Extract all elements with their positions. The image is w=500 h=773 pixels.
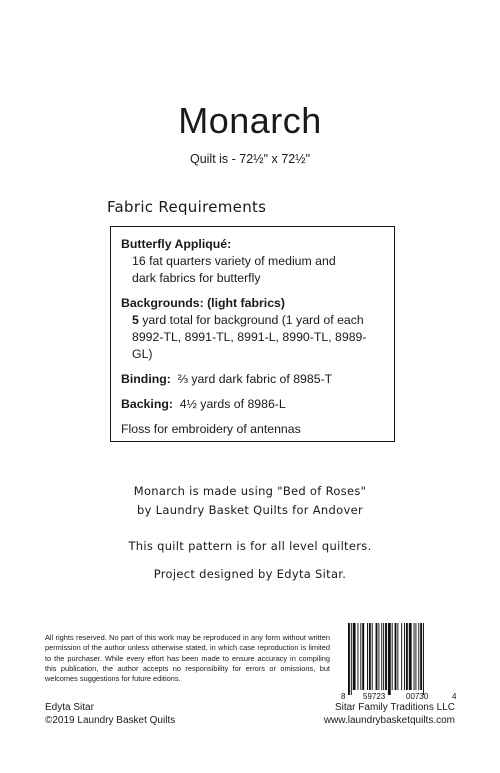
company-name: Sitar Family Traditions LLC (334, 702, 455, 713)
copyright-line: ©2019 Laundry Basket Quilts (45, 715, 176, 726)
author-name: Edyta Sitar (45, 702, 94, 713)
quilt-size: Quilt is - 72½" x 72½" (189, 152, 311, 166)
fabric-requirements-heading: Fabric Requirements (107, 198, 267, 216)
barcode-digit-last: 4 (452, 692, 457, 701)
backing-requirement (121, 396, 384, 413)
barcode-digit-first: 8 (341, 692, 346, 701)
butterfly-applique-requirement (121, 236, 384, 287)
website-url: www.laundrybasketquilts.com (323, 715, 455, 726)
binding-heading: Binding: (121, 372, 171, 386)
footer-company-block (324, 701, 455, 727)
upc-barcode (340, 623, 458, 701)
backgrounds-requirement (121, 295, 384, 363)
backgrounds-heading: Backgrounds: (light fabrics) (121, 296, 285, 310)
barcode-digits-left: 59723 (363, 692, 386, 701)
backgrounds-line-2: 8992-TL, 8991-TL, 8991-L, 8990-TL, 8989-GL) (132, 330, 367, 361)
butterfly-applique-heading: Butterfly Appliqué: (121, 237, 232, 251)
binding-text: ⅔ yard dark fabric of 8985-T (177, 372, 333, 386)
fabric-requirements-box (110, 226, 395, 442)
binding-requirement (121, 371, 384, 388)
designer-credit: Project designed by Edyta Sitar. (153, 567, 347, 581)
backgrounds-line-1 (121, 312, 384, 329)
floss-requirement: Floss for embroidery of antennas (121, 422, 301, 436)
backgrounds-line-1-text: yard total for background (1 yard of each (138, 313, 364, 327)
backgrounds-quantity: 5 (132, 313, 139, 327)
footer-author-block (45, 701, 175, 727)
made-using-line-1: Monarch is made using "Bed of Roses" (133, 484, 367, 498)
barcode-digits-right: 00730 (406, 692, 429, 701)
skill-level-note: This quilt pattern is for all level quilters. (128, 539, 372, 553)
backing-text: 4½ yards of 8986-L (179, 397, 286, 411)
copyright-notice: All rights reserved. No part of this work may be reproduced in any form without written permission of the author unless otherwise stated, in which case reproduction is limited to the purchaser. While every effort has been made to ensure accuracy in compiling this publication, the author accepts no responsibility for errors or omissions, but welcomes suggestions for future editions. (45, 633, 330, 684)
made-using-line-2: by Laundry Basket Quilts for Andover (137, 503, 363, 517)
butterfly-line-2: dark fabrics for butterfly (132, 271, 261, 285)
pattern-title: Monarch (178, 100, 322, 141)
butterfly-line-1: 16 fat quarters variety of medium and (132, 254, 336, 268)
backing-heading: Backing: (121, 397, 173, 411)
